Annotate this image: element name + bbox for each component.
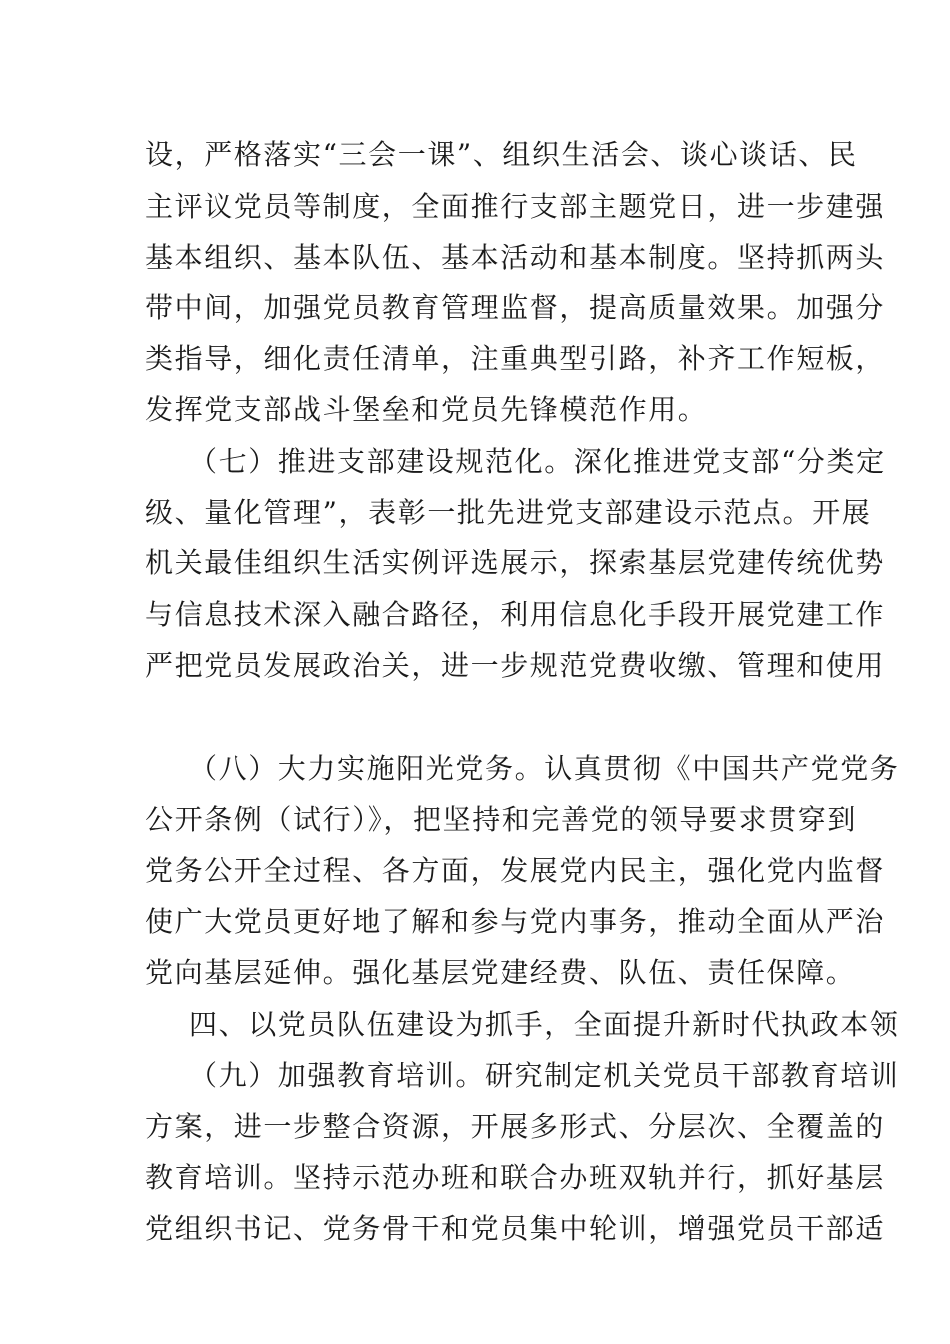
text-line-4: 带中间，加强党员教育管理监督，提高质量效果。加强分 bbox=[145, 291, 886, 324]
text-line-10: 与信息技术深入融合路径，利用信息化手段开展党建工作 bbox=[145, 598, 886, 631]
text-line-3: 基本组织、基本队伍、基本活动和基本制度。坚持抓两头 bbox=[145, 241, 886, 274]
text-line-15: 使广大党员更好地了解和参与党内事务，推动全面从严治 bbox=[145, 905, 886, 938]
section-four-heading: 四、以党员队伍建设为抓手，全面提升新时代执政本领 bbox=[189, 1008, 900, 1041]
text-line-21: 党组织书记、党务骨干和党员集中轮训，增强党员干部适 bbox=[145, 1212, 886, 1245]
text-line-9: 机关最佳组织生活实例评选展示，探索基层党建传统优势 bbox=[145, 546, 886, 579]
text-line-1: 设，严格落实“三会一课”、组织生活会、谈心谈话、民 bbox=[145, 138, 858, 171]
text-line-20: 教育培训。坚持示范办班和联合办班双轨并行，抓好基层 bbox=[145, 1161, 886, 1194]
text-line-2: 主评议党员等制度，全面推行支部主题党日，进一步建强 bbox=[145, 190, 886, 223]
text-line-14: 党务公开全过程、各方面，发展党内民主，强化党内监督 bbox=[145, 854, 886, 887]
text-line-13: 公开条例（试行）》，把坚持和完善党的领导要求贯穿到 bbox=[145, 803, 858, 836]
text-line-8: 级、量化管理”，表彰一批先进党支部建设示范点。开展 bbox=[145, 496, 872, 529]
text-line-19: 方案，进一步整合资源，开展多形式、分层次、全覆盖的 bbox=[145, 1110, 886, 1143]
paragraph-7-heading: （七）推进支部建设规范化。深化推进党支部“分类定 bbox=[189, 445, 886, 478]
text-line-5: 类指导，细化责任清单，注重典型引路，补齐工作短板， bbox=[145, 342, 886, 375]
text-line-6: 发挥党支部战斗堡垒和党员先锋模范作用。 bbox=[145, 393, 708, 426]
paragraph-9-heading: （九）加强教育培训。研究制定机关党员干部教育培训 bbox=[189, 1059, 900, 1092]
text-line-11: 严把党员发展政治关，进一步规范党费收缴、管理和使用 bbox=[145, 649, 886, 682]
paragraph-8-heading: （八）大力实施阳光党务。认真贯彻《中国共产党党务 bbox=[189, 752, 900, 785]
text-line-16: 党向基层延伸。强化基层党建经费、队伍、责任保障。 bbox=[145, 956, 856, 989]
